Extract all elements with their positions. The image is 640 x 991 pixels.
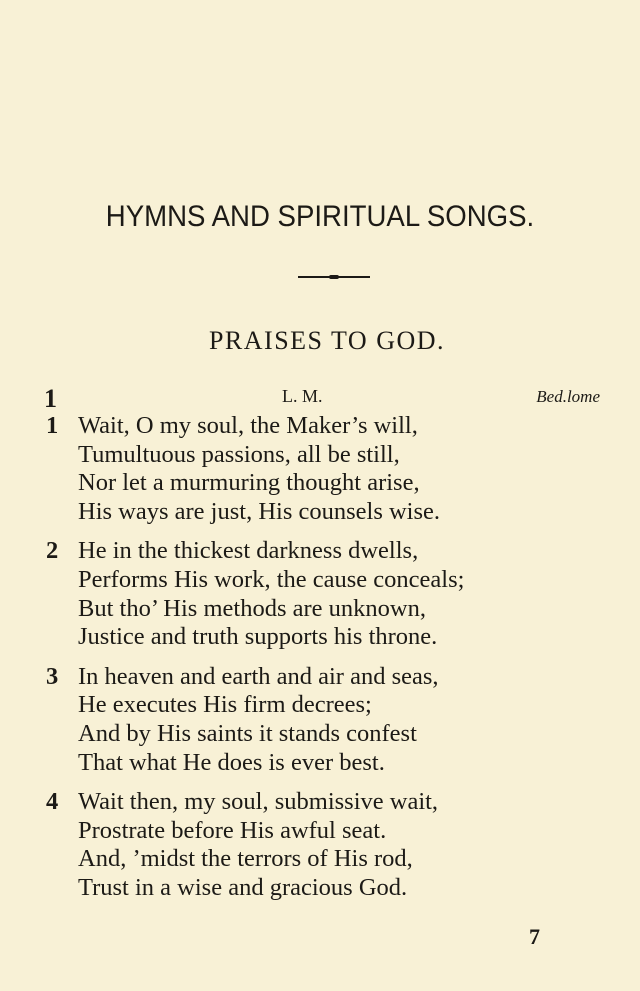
line-text: He executes His firm decrees; [78, 691, 372, 719]
stanza-number: 2 [46, 537, 59, 565]
stanza-line [46, 623, 606, 652]
stanza-line [46, 788, 606, 817]
line-text: Justice and truth supports his throne. [78, 623, 438, 651]
stanza-number: 1 [46, 412, 59, 439]
stanza-line [46, 566, 606, 595]
page-number: 7 [529, 924, 540, 949]
line-text: But tho’ His methods are unknown, [78, 594, 426, 622]
hymn-stanzas [46, 412, 606, 914]
hymn-meter: L. M. [282, 386, 323, 406]
stanza-line [46, 595, 606, 624]
stanza-line [46, 845, 606, 874]
stanza-line [46, 817, 606, 846]
line-text: His ways are just, His counsels wise. [78, 497, 441, 525]
stanza-line [46, 498, 606, 527]
stanza-line [46, 663, 606, 692]
line-text: That what He does is ever best. [78, 748, 385, 776]
stanza-2 [46, 537, 606, 651]
stanza-line [46, 441, 606, 470]
line-text: He in the thickest darkness dwells, [78, 537, 419, 565]
stanza-line [46, 412, 606, 441]
stanza-3 [46, 663, 606, 777]
line-text: Prostrate before His awful seat. [78, 816, 387, 844]
line-text: Tumultuous passions, all be still, [78, 440, 400, 468]
book-title: HYMNS AND SPIRITUAL SONGS. [105, 200, 535, 233]
line-text: Nor let a murmuring thought arise, [78, 469, 420, 497]
stanza-line [46, 749, 606, 778]
line-text: In heaven and earth and air and seas, [78, 662, 439, 690]
stanza-1 [46, 412, 606, 526]
line-text: And, ’midst the terrors of His rod, [78, 845, 413, 873]
hymn-number: 1 [44, 384, 57, 413]
stanza-line [46, 720, 606, 749]
line-text: Performs His work, the cause conceals; [78, 565, 465, 593]
ornamental-rule [298, 276, 370, 278]
stanza-line [46, 469, 606, 498]
section-title: PRAISES TO GOD. [208, 326, 446, 355]
tune-name: Bed.lome [536, 387, 600, 406]
line-text: Wait, O my soul, the Maker’s will, [78, 412, 418, 439]
line-text: Trust in a wise and gracious God. [78, 873, 408, 901]
stanza-line [46, 537, 606, 566]
stanza-number: 4 [46, 788, 59, 816]
line-text: And by His saints it stands confest [78, 719, 417, 747]
stanza-line [46, 874, 606, 903]
stanza-line [46, 691, 606, 720]
line-text: Wait then, my soul, submissive wait, [78, 788, 439, 816]
stanza-4 [46, 788, 606, 902]
stanza-number: 3 [46, 662, 59, 690]
